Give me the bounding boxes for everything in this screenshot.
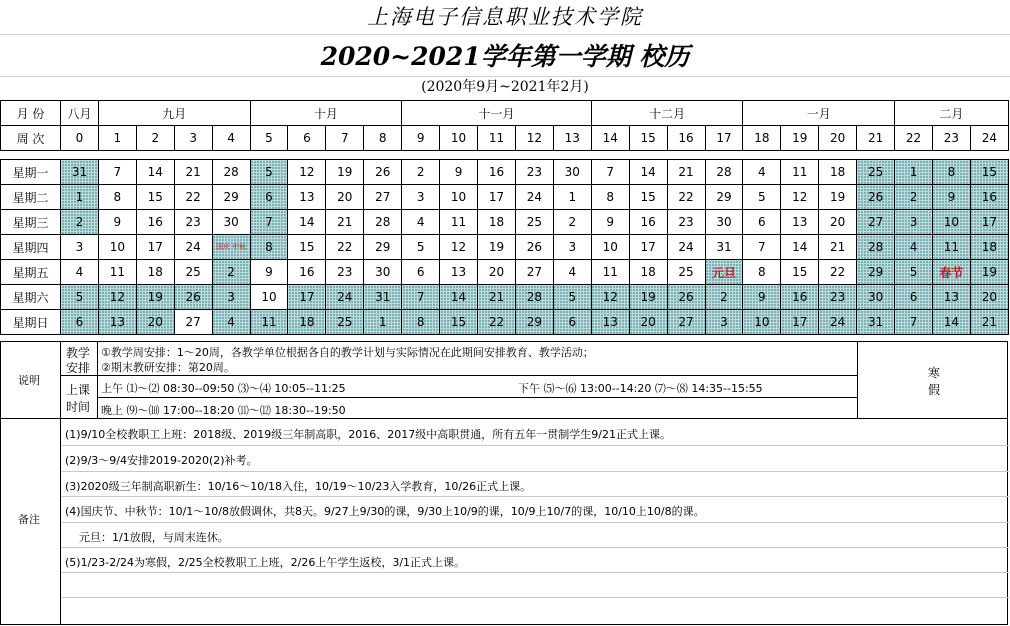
date-cell: 14 bbox=[932, 310, 970, 335]
week-header-label: 周 次 bbox=[1, 126, 61, 151]
date-cell: 26 bbox=[515, 235, 553, 260]
date-cell: 11 bbox=[932, 235, 970, 260]
weekday-label: 星期三 bbox=[1, 210, 61, 235]
date-cell: 13 bbox=[591, 310, 629, 335]
date-cell: 12 bbox=[288, 160, 326, 185]
date-cell: 19 bbox=[326, 160, 364, 185]
date-cell: 2 bbox=[402, 160, 440, 185]
date-cell: 9 bbox=[440, 160, 478, 185]
date-cell: 10 bbox=[98, 235, 136, 260]
date-cell: 21 bbox=[478, 285, 516, 310]
date-cell: 8 bbox=[402, 310, 440, 335]
date-cell: 26 bbox=[364, 160, 402, 185]
date-cell: 18 bbox=[970, 235, 1008, 260]
date-cell: 23 bbox=[667, 210, 705, 235]
date-cell: 28 bbox=[705, 160, 743, 185]
explain-label: 说明 bbox=[18, 374, 40, 387]
time-label-2: 时间 bbox=[66, 400, 91, 414]
date-cell: 20 bbox=[970, 285, 1008, 310]
holiday-cell: 元旦 bbox=[705, 260, 743, 285]
term-title: 2020~2021学年第一学期 校历 bbox=[320, 42, 690, 71]
date-cell: 10 bbox=[932, 210, 970, 235]
date-cell: 28 bbox=[857, 235, 895, 260]
date-cell: 6 bbox=[553, 310, 591, 335]
week-number: 12 bbox=[515, 126, 553, 151]
date-cell: 11 bbox=[98, 260, 136, 285]
date-cell: 17 bbox=[288, 285, 326, 310]
week-number: 9 bbox=[402, 126, 440, 151]
date-cell: 2 bbox=[61, 210, 99, 235]
holiday-cell: 国庆 中秋 bbox=[212, 235, 250, 260]
weekday-row bbox=[1, 235, 1009, 260]
date-cell: 14 bbox=[136, 160, 174, 185]
date-cell: 17 bbox=[970, 210, 1008, 235]
remark-line: (4)国庆节、中秋节：10/1～10/8放假调休，共8天。9/27上9/30的课，9/30上10/9的课，10/9上10/7的课，10/10上10/8的课。 bbox=[65, 505, 705, 518]
week-number: 13 bbox=[553, 126, 591, 151]
date-cell: 7 bbox=[743, 235, 781, 260]
date-cell: 22 bbox=[819, 260, 857, 285]
date-cell: 18 bbox=[136, 260, 174, 285]
date-cell: 5 bbox=[250, 160, 288, 185]
date-cell: 22 bbox=[478, 310, 516, 335]
date-cell: 17 bbox=[781, 310, 819, 335]
week-number: 3 bbox=[174, 126, 212, 151]
date-cell: 16 bbox=[781, 285, 819, 310]
date-cell: 4 bbox=[212, 310, 250, 335]
date-cell: 19 bbox=[970, 260, 1008, 285]
date-cell: 2 bbox=[705, 285, 743, 310]
winter-break-cell bbox=[858, 342, 1007, 419]
date-cell: 25 bbox=[515, 210, 553, 235]
afternoon-schedule: 下午 ⑸～⑹ 13:00--14:20 ⑺～⑻ 14:35--15:55 bbox=[518, 382, 763, 395]
date-cell: 2 bbox=[212, 260, 250, 285]
date-cell: 8 bbox=[932, 160, 970, 185]
date-cell: 12 bbox=[591, 285, 629, 310]
month-name: 九月 bbox=[98, 101, 250, 126]
date-cell: 5 bbox=[402, 235, 440, 260]
date-cell: 2 bbox=[553, 210, 591, 235]
date-cell: 22 bbox=[667, 185, 705, 210]
remarks-label: 备注 bbox=[18, 513, 40, 526]
date-cell: 15 bbox=[629, 185, 667, 210]
date-cell: 22 bbox=[326, 235, 364, 260]
week-number: 16 bbox=[667, 126, 705, 151]
teaching-label-1: 教学 bbox=[66, 346, 91, 360]
date-cell: 24 bbox=[174, 235, 212, 260]
date-cell: 29 bbox=[705, 185, 743, 210]
school-name: 上海电子信息职业技术学院 bbox=[367, 5, 643, 29]
date-cell: 29 bbox=[364, 235, 402, 260]
weekday-row bbox=[1, 210, 1009, 235]
month-header-label: 月 份 bbox=[1, 101, 61, 126]
date-cell: 11 bbox=[591, 260, 629, 285]
evening-schedule: 晚上 ⑼～⑽ 17:00--18:20 ⑾～⑿ 18:30--19:50 bbox=[101, 404, 346, 417]
weekday-row bbox=[1, 160, 1009, 185]
date-cell: 5 bbox=[743, 185, 781, 210]
week-number: 14 bbox=[591, 126, 629, 151]
date-cell: 18 bbox=[629, 260, 667, 285]
date-cell: 21 bbox=[819, 235, 857, 260]
date-cell: 10 bbox=[743, 310, 781, 335]
teaching-label-cell bbox=[61, 342, 98, 376]
date-cell: 27 bbox=[174, 310, 212, 335]
time-label-1: 上课 bbox=[66, 383, 91, 397]
month-row bbox=[1, 101, 1009, 126]
date-cell: 12 bbox=[98, 285, 136, 310]
date-cell: 23 bbox=[819, 285, 857, 310]
date-cell: 5 bbox=[895, 260, 933, 285]
date-cell: 6 bbox=[402, 260, 440, 285]
week-number: 19 bbox=[781, 126, 819, 151]
date-cell: 26 bbox=[857, 185, 895, 210]
month-name: 十一月 bbox=[402, 101, 592, 126]
date-cell: 19 bbox=[478, 235, 516, 260]
date-cell: 10 bbox=[440, 185, 478, 210]
teaching-label-2: 安排 bbox=[66, 361, 91, 375]
date-cell: 19 bbox=[136, 285, 174, 310]
date-cell: 11 bbox=[781, 160, 819, 185]
date-cell: 15 bbox=[970, 160, 1008, 185]
date-cell: 5 bbox=[61, 285, 99, 310]
date-cell: 5 bbox=[553, 285, 591, 310]
date-cell: 7 bbox=[591, 160, 629, 185]
date-cell: 8 bbox=[743, 260, 781, 285]
notes-section bbox=[0, 341, 1008, 625]
date-cell: 23 bbox=[515, 160, 553, 185]
date-cell: 16 bbox=[136, 210, 174, 235]
week-number: 0 bbox=[61, 126, 99, 151]
date-cell: 17 bbox=[136, 235, 174, 260]
date-cell: 9 bbox=[591, 210, 629, 235]
remark-line: 元旦：1/1放假，与周末连休。 bbox=[65, 531, 229, 544]
date-cell: 29 bbox=[857, 260, 895, 285]
date-cell: 24 bbox=[667, 235, 705, 260]
date-cell: 15 bbox=[288, 235, 326, 260]
date-cell: 27 bbox=[667, 310, 705, 335]
date-cell: 30 bbox=[212, 210, 250, 235]
date-cell: 29 bbox=[212, 185, 250, 210]
date-cell: 26 bbox=[174, 285, 212, 310]
month-name: 十二月 bbox=[591, 101, 743, 126]
date-cell: 21 bbox=[667, 160, 705, 185]
week-number: 6 bbox=[288, 126, 326, 151]
date-cell: 19 bbox=[819, 185, 857, 210]
time-label-cell bbox=[61, 376, 98, 419]
week-number: 11 bbox=[478, 126, 516, 151]
date-cell: 18 bbox=[819, 160, 857, 185]
week-number: 4 bbox=[212, 126, 250, 151]
remark-line: (2)9/3～9/4安排2019-2020(2)补考。 bbox=[65, 454, 258, 467]
date-cell: 10 bbox=[591, 235, 629, 260]
date-cell: 1 bbox=[364, 310, 402, 335]
week-number: 8 bbox=[364, 126, 402, 151]
date-cell: 1 bbox=[61, 185, 99, 210]
date-cell: 17 bbox=[629, 235, 667, 260]
weekday-label: 星期四 bbox=[1, 235, 61, 260]
weekday-row bbox=[1, 185, 1009, 210]
date-cell: 23 bbox=[174, 210, 212, 235]
date-cell: 7 bbox=[250, 210, 288, 235]
month-name: 一月 bbox=[743, 101, 895, 126]
date-cell: 20 bbox=[478, 260, 516, 285]
date-cell: 24 bbox=[819, 310, 857, 335]
week-number: 17 bbox=[705, 126, 743, 151]
date-cell: 27 bbox=[515, 260, 553, 285]
date-cell: 21 bbox=[174, 160, 212, 185]
week-number: 5 bbox=[250, 126, 288, 151]
date-cell: 8 bbox=[591, 185, 629, 210]
date-cell: 31 bbox=[857, 310, 895, 335]
weekday-label: 星期二 bbox=[1, 185, 61, 210]
month-name: 八月 bbox=[61, 101, 99, 126]
date-cell: 1 bbox=[895, 160, 933, 185]
date-cell: 8 bbox=[250, 235, 288, 260]
week-number: 22 bbox=[895, 126, 933, 151]
date-cell: 31 bbox=[364, 285, 402, 310]
week-number: 21 bbox=[857, 126, 895, 151]
date-cell: 28 bbox=[364, 210, 402, 235]
date-cell: 18 bbox=[288, 310, 326, 335]
date-cell: 7 bbox=[895, 310, 933, 335]
date-cell: 3 bbox=[61, 235, 99, 260]
date-cell: 20 bbox=[629, 310, 667, 335]
date-cell: 4 bbox=[61, 260, 99, 285]
date-cell: 18 bbox=[478, 210, 516, 235]
date-cell: 19 bbox=[629, 285, 667, 310]
date-cell: 16 bbox=[288, 260, 326, 285]
date-cell: 12 bbox=[440, 235, 478, 260]
date-cell: 14 bbox=[629, 160, 667, 185]
week-number: 2 bbox=[136, 126, 174, 151]
date-cell: 8 bbox=[98, 185, 136, 210]
date-cell: 9 bbox=[250, 260, 288, 285]
holiday-cell: 春节 bbox=[932, 260, 970, 285]
week-number: 10 bbox=[440, 126, 478, 151]
weekday-row bbox=[1, 285, 1009, 310]
date-cell: 9 bbox=[743, 285, 781, 310]
date-cell: 24 bbox=[515, 185, 553, 210]
winter-break-1: 寒 bbox=[928, 366, 941, 380]
week-number: 20 bbox=[819, 126, 857, 151]
date-cell: 14 bbox=[440, 285, 478, 310]
date-cell: 26 bbox=[667, 285, 705, 310]
weekday-label: 星期日 bbox=[1, 310, 61, 335]
date-cell: 16 bbox=[970, 185, 1008, 210]
morning-schedule: 上午 ⑴～⑵ 08:30--09:50 ⑶～⑷ 10:05--11:25 bbox=[101, 382, 346, 395]
date-cell: 1 bbox=[553, 185, 591, 210]
date-cell: 15 bbox=[136, 185, 174, 210]
week-number: 7 bbox=[326, 126, 364, 151]
date-cell: 6 bbox=[895, 285, 933, 310]
date-cell: 30 bbox=[364, 260, 402, 285]
month-name: 十月 bbox=[250, 101, 402, 126]
date-cell: 3 bbox=[402, 185, 440, 210]
winter-break-2: 假 bbox=[928, 383, 941, 397]
date-cell: 30 bbox=[705, 210, 743, 235]
week-number: 15 bbox=[629, 126, 667, 151]
date-cell: 24 bbox=[326, 285, 364, 310]
week-row bbox=[1, 126, 1009, 151]
date-cell: 4 bbox=[895, 235, 933, 260]
date-cell: 14 bbox=[288, 210, 326, 235]
date-cell: 13 bbox=[288, 185, 326, 210]
date-cell: 15 bbox=[781, 260, 819, 285]
date-cell: 9 bbox=[98, 210, 136, 235]
date-cell: 16 bbox=[478, 160, 516, 185]
date-cell: 25 bbox=[174, 260, 212, 285]
date-cell: 30 bbox=[553, 160, 591, 185]
month-name: 二月 bbox=[895, 101, 1009, 126]
date-cell: 6 bbox=[61, 310, 99, 335]
evening-schedule-row bbox=[98, 398, 858, 419]
date-cell: 25 bbox=[326, 310, 364, 335]
date-cell: 9 bbox=[932, 185, 970, 210]
date-cell: 10 bbox=[250, 285, 288, 310]
week-number: 24 bbox=[970, 126, 1008, 151]
date-cell: 6 bbox=[743, 210, 781, 235]
teaching-line-1: ①教学周安排：1～20周，各教学单位根据各自的教学计划与实际情况在此期间安排教育、教学活动； bbox=[101, 346, 594, 359]
teaching-content bbox=[98, 342, 858, 376]
date-cell: 14 bbox=[781, 235, 819, 260]
date-cell: 4 bbox=[553, 260, 591, 285]
date-cell: 13 bbox=[98, 310, 136, 335]
date-cell: 3 bbox=[895, 210, 933, 235]
date-cell: 20 bbox=[819, 210, 857, 235]
term-range: (2020年9月~2021年2月) bbox=[421, 79, 589, 95]
teaching-line-2: ②期末教研安排：第20周。 bbox=[101, 361, 235, 374]
remark-line: (5)1/23-2/24为寒假，2/25全校教职工上班，2/26上午学生返校，3/1正式上课。 bbox=[65, 556, 466, 569]
date-cell: 29 bbox=[515, 310, 553, 335]
day-schedule-row bbox=[98, 376, 858, 398]
date-cell: 2 bbox=[895, 185, 933, 210]
date-cell: 7 bbox=[98, 160, 136, 185]
date-cell: 28 bbox=[515, 285, 553, 310]
date-cell: 4 bbox=[402, 210, 440, 235]
weekday-label: 星期五 bbox=[1, 260, 61, 285]
date-cell: 20 bbox=[326, 185, 364, 210]
date-cell: 28 bbox=[212, 160, 250, 185]
date-cell: 15 bbox=[440, 310, 478, 335]
explain-label-cell bbox=[1, 342, 61, 419]
date-cell: 27 bbox=[857, 210, 895, 235]
date-cell: 23 bbox=[326, 260, 364, 285]
spacer bbox=[1, 151, 1009, 160]
date-cell: 13 bbox=[440, 260, 478, 285]
week-number: 1 bbox=[98, 126, 136, 151]
date-cell: 3 bbox=[553, 235, 591, 260]
date-cell: 30 bbox=[857, 285, 895, 310]
weekday-label: 星期一 bbox=[1, 160, 61, 185]
date-cell: 11 bbox=[440, 210, 478, 235]
date-cell: 13 bbox=[781, 210, 819, 235]
date-cell: 22 bbox=[174, 185, 212, 210]
weekday-row bbox=[1, 260, 1009, 285]
date-cell: 11 bbox=[250, 310, 288, 335]
date-cell: 31 bbox=[705, 235, 743, 260]
date-cell: 3 bbox=[705, 310, 743, 335]
date-cell: 31 bbox=[61, 160, 99, 185]
remarks-label-cell bbox=[1, 419, 61, 624]
remark-line: (3)2020级三年制高职新生：10/16～10/18入住，10/19～10/23入学教育，10/26正式上课。 bbox=[65, 480, 532, 493]
weekday-label: 星期六 bbox=[1, 285, 61, 310]
date-cell: 20 bbox=[136, 310, 174, 335]
calendar-table bbox=[0, 100, 1009, 335]
date-cell: 13 bbox=[932, 285, 970, 310]
date-cell: 17 bbox=[478, 185, 516, 210]
week-number: 18 bbox=[743, 126, 781, 151]
date-cell: 21 bbox=[970, 310, 1008, 335]
date-cell: 27 bbox=[364, 185, 402, 210]
date-cell: 25 bbox=[667, 260, 705, 285]
date-cell: 21 bbox=[326, 210, 364, 235]
date-cell: 12 bbox=[781, 185, 819, 210]
date-cell: 3 bbox=[212, 285, 250, 310]
remark-line: (1)9/10全校教职工上班：2018级、2019级三年制高职，2016、2017级中高职贯通，所有五年一贯制学生9/21正式上课。 bbox=[65, 428, 671, 441]
weekday-row bbox=[1, 310, 1009, 335]
date-cell: 16 bbox=[629, 210, 667, 235]
date-cell: 7 bbox=[402, 285, 440, 310]
week-number: 23 bbox=[932, 126, 970, 151]
date-cell: 6 bbox=[250, 185, 288, 210]
date-cell: 4 bbox=[743, 160, 781, 185]
date-cell: 25 bbox=[857, 160, 895, 185]
